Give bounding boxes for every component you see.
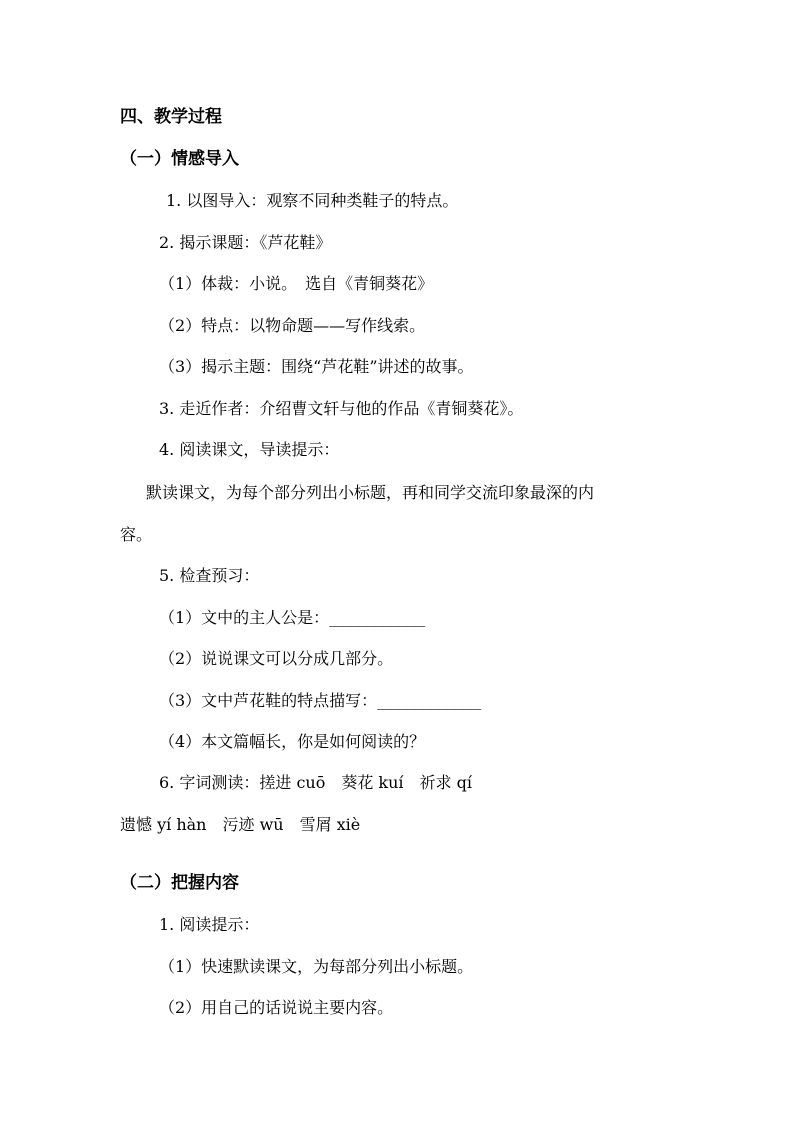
- section-title: 四、教学过程: [120, 107, 222, 127]
- part2-item1: 1. 阅读提示：: [159, 915, 260, 934]
- part1-item2-3: （3）揭示主题：围绕“芦花鞋”讲述的故事。: [159, 357, 474, 376]
- part2-item1-1: （1）快速默读课文，为每部分列出小标题。: [159, 957, 474, 976]
- part1-item2: 2. 揭示课题：《芦花鞋》: [159, 233, 332, 252]
- part1-item5-1: （1）文中的主人公是：____________: [159, 608, 426, 627]
- part1-item4-text-line1: 默读课文，为每个部分列出小标题，再和同学交流印象最深的内: [146, 483, 595, 502]
- part2-item1-2: （2）用自己的话说说主要内容。: [159, 998, 394, 1017]
- part1-item5-2: （2）说说课文可以分成几部分。: [159, 649, 394, 668]
- part1-item4: 4. 阅读课文，导读提示：: [159, 440, 340, 459]
- part1-item5-4: （4）本文篇幅长，你是如何阅读的？: [159, 732, 426, 751]
- part2-title: （二）把握内容: [120, 873, 239, 893]
- part1-item6-line1: 6. 字词测读：搓进 cuō 葵花 kuí 祈求 qí: [159, 773, 472, 792]
- part1-item6-line2: 遗憾 yí hàn 污迹 wū 雪屑 xiè: [120, 815, 361, 834]
- part1-item1: 1. 以图导入：观察不同种类鞋子的特点。: [166, 191, 459, 210]
- part1-item2-1: （1）体裁：小说。 选自《青铜葵花》: [159, 274, 434, 293]
- part1-item5: 5. 检查预习：: [159, 566, 260, 585]
- part1-item2-2: （2）特点：以物命题——写作线索。: [159, 316, 426, 335]
- part1-title: （一）情感导入: [120, 149, 239, 169]
- part1-item4-text-line2: 容。: [120, 525, 153, 544]
- part1-item5-3: （3）文中芦花鞋的特点描写：_____________: [159, 691, 482, 710]
- part1-item3: 3. 走近作者：介绍曹文轩与他的作品《青铜葵花》。: [159, 399, 524, 418]
